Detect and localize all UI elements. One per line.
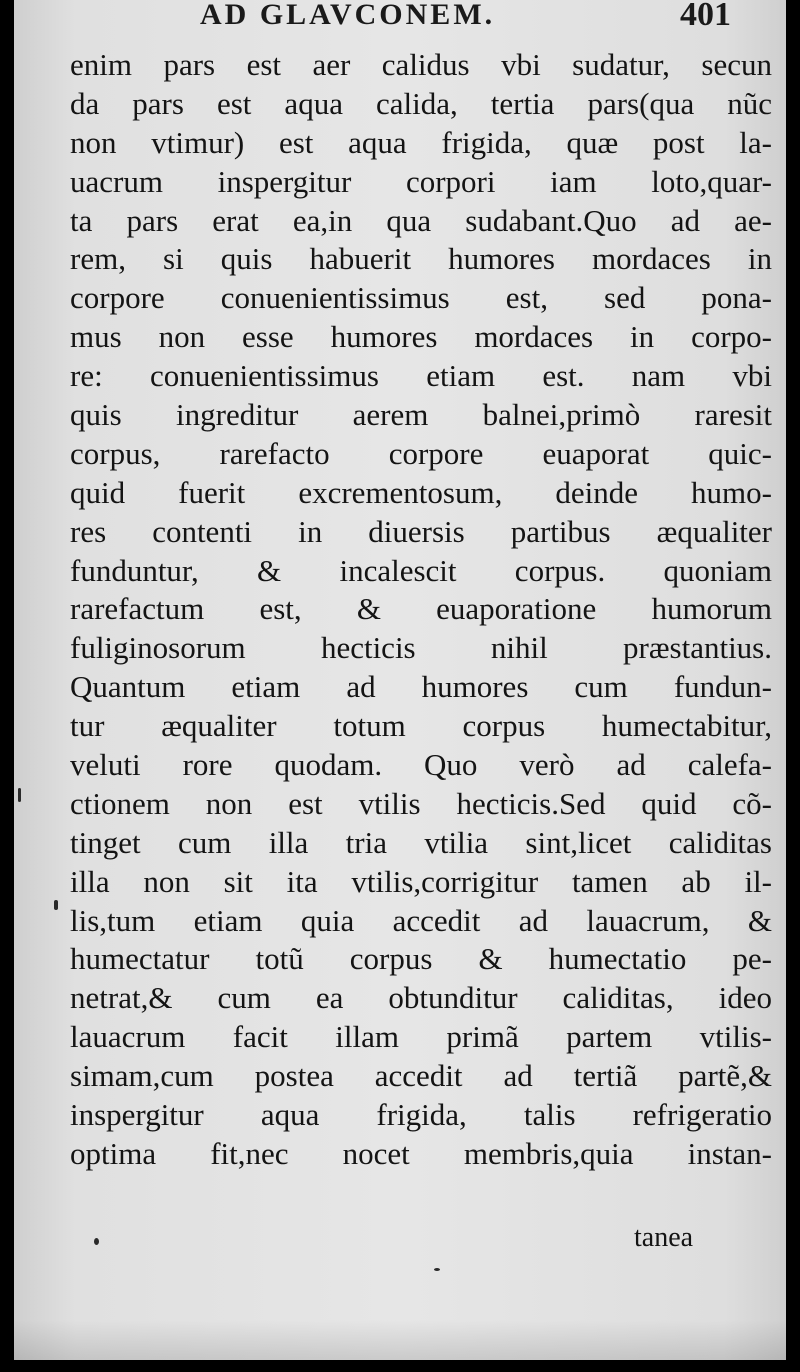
ink-speck — [54, 900, 58, 910]
text-line: corpore conuenientissimus est, sed pona- — [70, 280, 772, 316]
running-head: AD GLAVCONEM. — [200, 0, 496, 31]
text-line: tinget cum illa tria vtilia sint,licet caliditas — [70, 824, 772, 860]
page-number: 401 — [680, 0, 731, 33]
text-line: Quantum etiam ad humores cum fundun- — [70, 669, 772, 705]
text-line: ta pars erat ea,in qua sudabant.Quo ad ae- — [70, 202, 772, 238]
body-text — [70, 46, 772, 1174]
text-line: enim pars est aer calidus vbi sudatur, secun — [70, 47, 772, 82]
text-line: rem, si quis habuerit humores mordaces in — [70, 241, 772, 277]
text-line: mus non esse humores mordaces in corpo- — [70, 319, 772, 355]
text-line: tur æqualiter totum corpus humectabitur, — [70, 708, 772, 744]
text-line: corpus, rarefacto corpore euaporat quic- — [70, 435, 772, 471]
text-line: quid fuerit excrementosum, deinde humo- — [70, 474, 772, 510]
ink-speck — [18, 788, 21, 802]
text-line: fuliginosorum hecticis nihil præstantius. — [70, 630, 772, 666]
text-line: lauacrum facit illam primã partem vtilis- — [70, 1019, 772, 1055]
text-line: non vtimur) est aqua frigida, quæ post la- — [70, 124, 772, 160]
text-line: optima fit,nec nocet membris,quia instan- — [70, 1135, 772, 1171]
text-line: rarefactum est, & euaporatione humorum — [70, 591, 772, 627]
text-line: re: conuenientissimus etiam est. nam vbi — [70, 358, 772, 394]
text-line: uacrum inspergitur corpori iam loto,quar- — [70, 163, 772, 199]
ink-speck — [94, 1238, 99, 1245]
ink-speck — [434, 1268, 440, 1271]
text-line: quis ingreditur aerem balnei,primò raresit — [70, 397, 772, 433]
text-line: res contenti in diuersis partibus æqualiter — [70, 513, 772, 549]
page-edge-shadow — [14, 1320, 786, 1360]
text-line: lis,tum etiam quia accedit ad lauacrum, & — [70, 902, 772, 938]
text-line: netrat,& cum ea obtunditur caliditas, ideo — [70, 980, 772, 1016]
text-line: da pars est aqua calida, tertia pars(qua nũc — [70, 85, 772, 121]
text-line: simam,cum postea accedit ad tertiã partẽ,& — [70, 1058, 772, 1094]
text-line: funduntur, & incalescit corpus. quoniam — [70, 552, 772, 588]
text-line: illa non sit ita vtilis,corrigitur tamen ab il- — [70, 863, 772, 899]
text-line: humectatur totũ corpus & humectatio pe- — [70, 941, 772, 977]
page-header — [14, 0, 786, 38]
text-line: veluti rore quodam. Quo verò ad calefa- — [70, 747, 772, 783]
text-line: inspergitur aqua frigida, talis refrigeratio — [70, 1097, 772, 1133]
book-page — [14, 0, 786, 1360]
text-line: ctionem non est vtilis hecticis.Sed quid cõ- — [70, 785, 772, 821]
catchword: tanea — [634, 1222, 694, 1253]
